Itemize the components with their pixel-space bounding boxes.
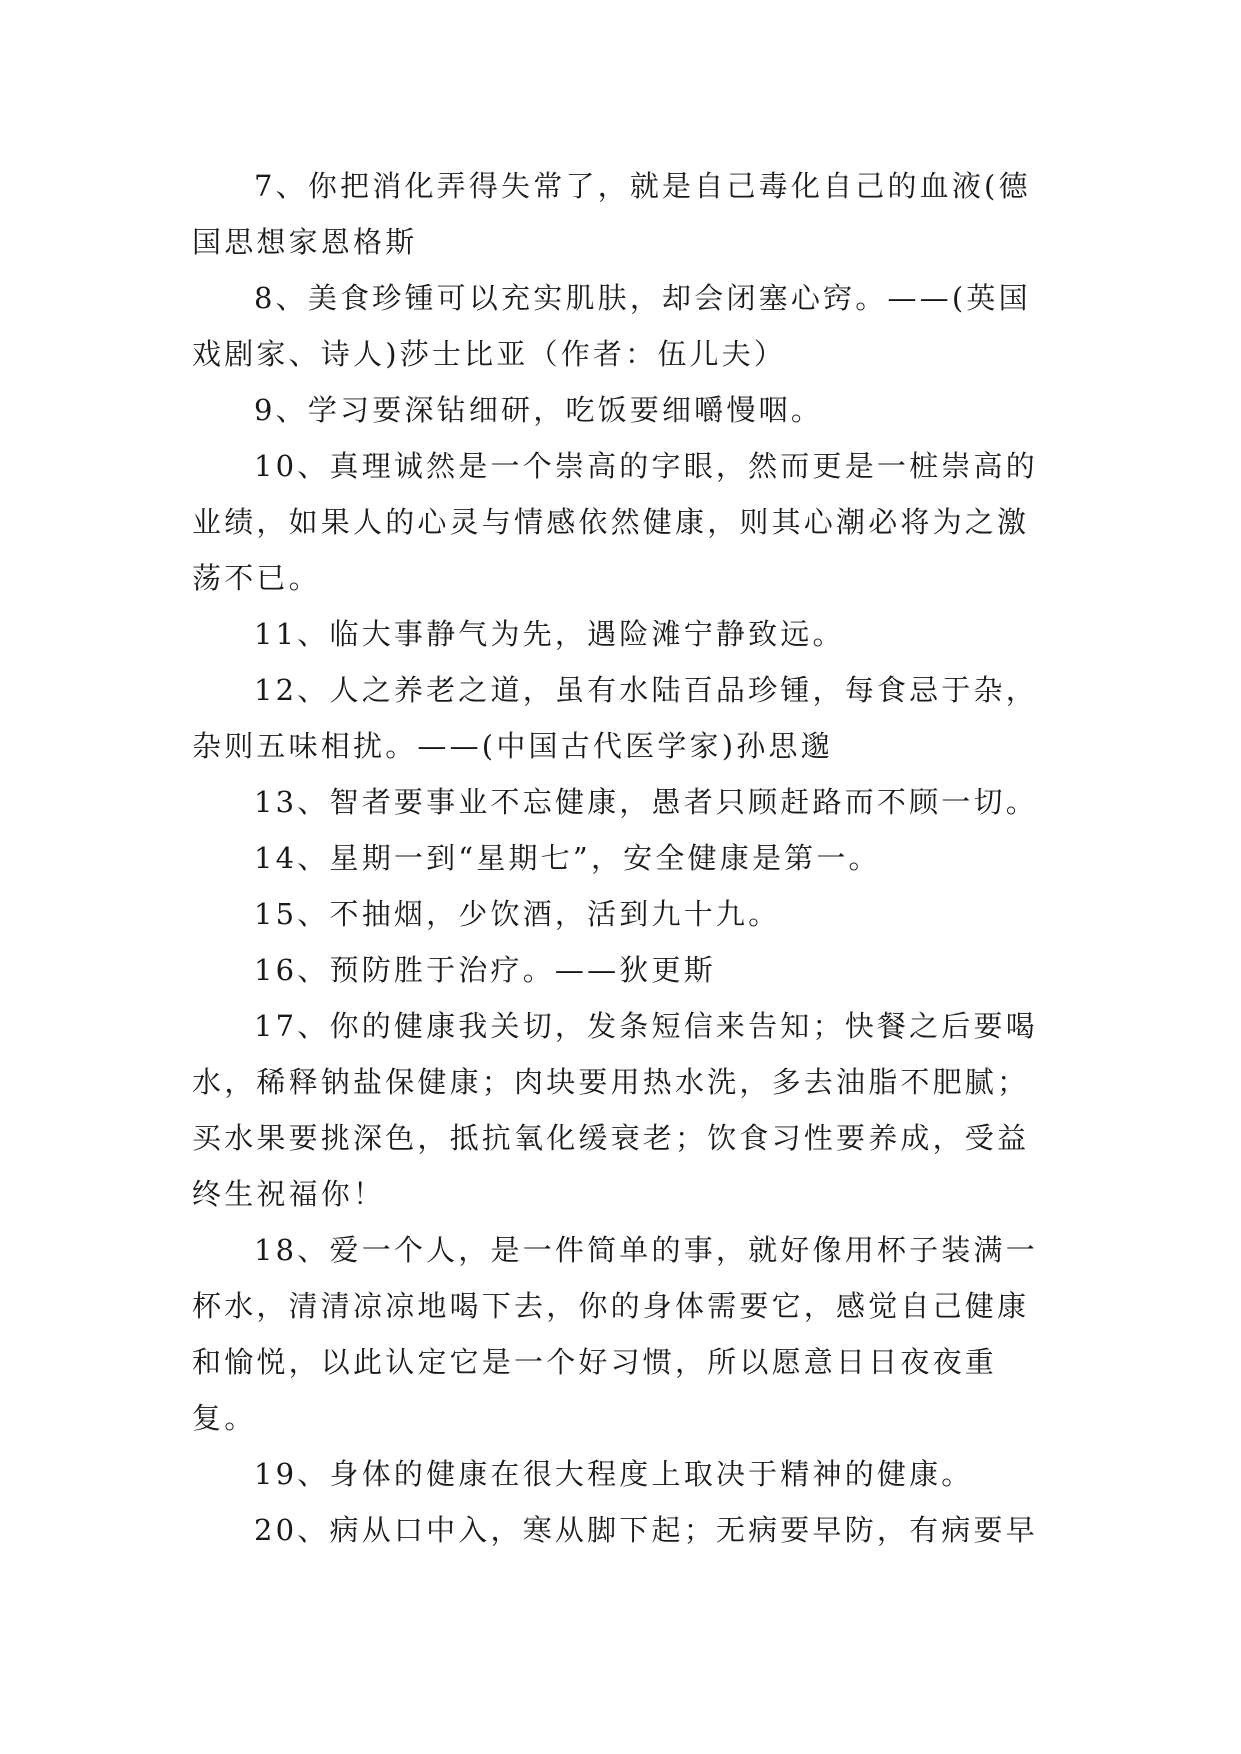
paragraph-18: 18、爱一个人，是一件简单的事，就好像用杯子装满一杯水，清清凉凉地喝下去，你的身体需要它，感觉自己健康和愉悦，以此认定它是一个好习惯，所以愿意日日夜夜重复。 (192, 1233, 1038, 1435)
paragraph-13: 13、智者要事业不忘健康，愚者只顾赶路而不顾一切。 (254, 785, 1038, 819)
paragraph-12: 12、人之养老之道，虽有水陆百品珍锺，每食忌于杂，杂则五味相扰。——(中国古代医学家)孙思邈 (192, 673, 1038, 763)
paragraph-9: 9、学习要深钻细研，吃饭要细嚼慢咽。 (254, 393, 824, 427)
paragraph-20: 20、病从口中入，寒从脚下起；无病要早防，有病要早 (254, 1513, 1038, 1547)
paragraph-19: 19、身体的健康在很大程度上取决于精神的健康。 (254, 1457, 974, 1491)
paragraph-8: 8、美食珍锺可以充实肌肤，却会闭塞心窍。——(英国戏剧家、诗人)莎士比亚（作者：伍儿夫） (192, 281, 1031, 371)
paragraph-7: 7、你把消化弄得失常了，就是自己毒化自己的血液(德国思想家恩格斯 (192, 169, 1031, 259)
paragraph-17: 17、你的健康我关切，发条短信来告知；快餐之后要喝水，稀释钠盐保健康；肉块要用热水洗，多去油脂不肥腻；买水果要挑深色，抵抗氧化缓衰老；饮食习性要养成，受益终生祝福你！ (192, 1009, 1038, 1211)
paragraph-14: 14、星期一到“星期七”，安全健康是第一。 (254, 841, 881, 875)
paragraph-15: 15、不抽烟，少饮酒，活到九十九。 (254, 897, 781, 931)
paragraph-10: 10、真理诚然是一个崇高的字眼，然而更是一桩崇高的业绩，如果人的心灵与情感依然健康，则其心潮必将为之激荡不已。 (192, 449, 1038, 595)
paragraph-11: 11、临大事静气为先，遇险滩宁静致远。 (254, 617, 845, 651)
paragraph-16: 16、预防胜于治疗。——狄更斯 (254, 953, 716, 987)
document-body (192, 158, 1052, 1558)
